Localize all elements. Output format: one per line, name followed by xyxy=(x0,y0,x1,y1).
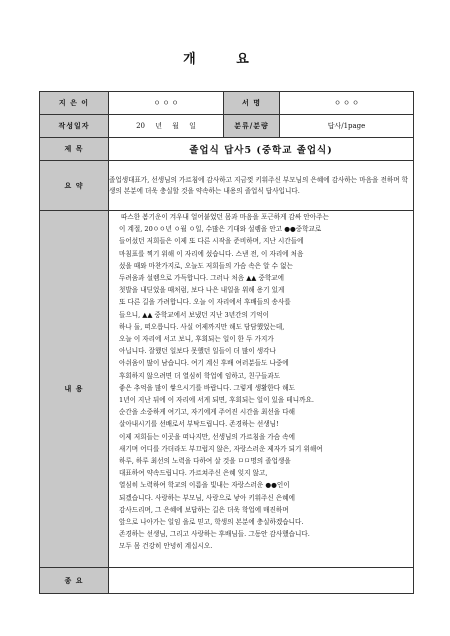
content-line: 후회하지 않으려면 더 열심히 학업에 임하고, 친구들과도 xyxy=(119,371,281,380)
summary-label: 요 약 xyxy=(40,161,109,211)
content-line: 되겠습니다. 사랑하는 부모님, 사랑으로 낳아 키워주신 은혜에 xyxy=(119,493,296,502)
remarks-row xyxy=(40,568,414,594)
signature-label: 서 명 xyxy=(224,92,280,115)
summary-text: 졸업생대표가, 선생님의 가르침에 감사하고 지금껏 키워주신 부모님의 은혜에 감사하는 마음을 전하며 학생의 본분에 더욱 충실할 것을 약속하는 내용의 졸업식 답사입니다. xyxy=(109,161,414,211)
content-line: 섰을 때와 마찬가지로, 오늘도 저희들의 가슴 속은 알 수 없는 xyxy=(119,261,293,270)
content-line: 1년이 지난 뒤에 이 자리에 서게 되면, 후회되는 일이 있을 테니까요. xyxy=(119,396,314,405)
signature-value: ㅇ ㅇ ㅇ xyxy=(280,92,414,115)
date-row xyxy=(40,115,414,138)
content-intro: 따스한 봄기운이 겨우내 얼어붙었던 몸과 마음을 포근하게 감싸 안아주는 xyxy=(121,213,329,221)
date-value: 20 년 월 일 xyxy=(109,115,224,138)
subject-row xyxy=(40,138,414,161)
content-lines xyxy=(109,223,413,552)
content-line: 열심히 노력하여 학교의 이름을 빛내는 자랑스러운 ●●인이 xyxy=(119,481,290,490)
content-line: 순간을 소중하게 여기고, 자기에게 주어진 시간을 최선을 다해 xyxy=(119,408,296,417)
content-line: 좋은 추억을 많이 쌓으시기를 바랍니다. 그렇게 생활한다 해도 xyxy=(119,383,296,392)
author-row xyxy=(40,92,414,115)
content-line: 앞으로 나아가는 일임 을로 믿고, 학생의 본분에 충실하겠습니다. xyxy=(119,518,304,527)
content-line: 이제 저희들는 이곳을 떠나지만, 선생님의 가르침을 가슴 속에 xyxy=(119,432,296,441)
remarks-label: 종 요 xyxy=(40,568,109,594)
page-title: 개 요 xyxy=(183,52,267,67)
content-line: 아쉬움이 많이 남습니다. 여기 계신 후배 여러분들도 나중에 xyxy=(119,359,289,368)
document-form-table xyxy=(39,91,414,594)
content-line: 아닙니다. 잘했던 일보다 못했던 일들이 더 많이 생각나 xyxy=(119,347,276,356)
summary-row xyxy=(40,161,414,211)
content-line: 들어섰던 저희들은 이제 또 다른 시작을 준비하며, 지난 시간들에 xyxy=(119,237,304,246)
content-line: 들으니, ▲▲ 중학교에서 보냈던 지난 3년간의 기억이 xyxy=(119,310,270,319)
content-line: 대표하여 약속드립니다. 가르쳐주신 은혜 잊지 않고, xyxy=(119,469,268,478)
content-line: 마침표를 찍기 위해 이 자리에 섰습니다. 스낸 전, 이 자리에 처음 xyxy=(119,249,304,258)
subject-value: 졸업식 답사5 (중학교 졸업식) xyxy=(109,138,414,161)
content-label: 내 용 xyxy=(40,211,109,568)
author-label: 지 은 이 xyxy=(40,92,109,115)
content-line: 하루, 하루 최선의 노력을 다하여 살 것을 ㅁㅁ명의 졸업생을 xyxy=(119,457,291,466)
author-value: ㅇ ㅇ ㅇ xyxy=(109,92,224,115)
content-body xyxy=(109,211,414,568)
content-line: 하나 둘, 떠오릅니다. 사실 어제까지만 해도 담담했었는데, xyxy=(119,322,285,331)
content-line: 모두 몸 건강히 안녕히 계십시오. xyxy=(119,542,213,551)
category-label: 분류/분량 xyxy=(224,115,280,138)
date-label: 작성일자 xyxy=(40,115,109,138)
subject-label: 제 목 xyxy=(40,138,109,161)
content-line: 존경하는 선생님, 그리고 사랑하는 후배님들. 그동안 감사했습니다. xyxy=(119,530,310,539)
category-value: 답사/1page xyxy=(280,115,414,138)
content-row xyxy=(40,211,414,568)
remarks-value xyxy=(109,568,414,594)
content-line: 오늘 이 자리에 서고 보니, 후회되는 일이 한 두 가지가 xyxy=(119,335,274,344)
content-line: 새기며 어디를 가더라도 부끄럽지 않은, 자랑스러운 제자가 되기 위해여 xyxy=(119,444,323,453)
content-line: 이 계절, 20ㅇㅇ년 ㅇ월 ㅇ일, 수많은 기대와 설렘을 안고 ●●중학교로 xyxy=(119,225,322,234)
content-line: 살아내시기를 선배로서 부탁드립니다. 존경하는 선생님! xyxy=(119,420,279,429)
content-line: 두려움과 설렘으로 가득합니다. 그러나 처음 ▲▲ 중학교에 xyxy=(119,274,284,283)
content-line: 또 다른 길을 가려합니다. 오늘 이 자리에서 후배들의 송사를 xyxy=(119,298,291,307)
content-line: 감사드리며, 그 은혜에 보답하는 길은 더욱 학업에 매진하며 xyxy=(119,505,289,514)
content-line: 첫발을 내딛었을 때처럼, 보다 나은 내일을 위해 용기 있게 xyxy=(119,286,285,295)
